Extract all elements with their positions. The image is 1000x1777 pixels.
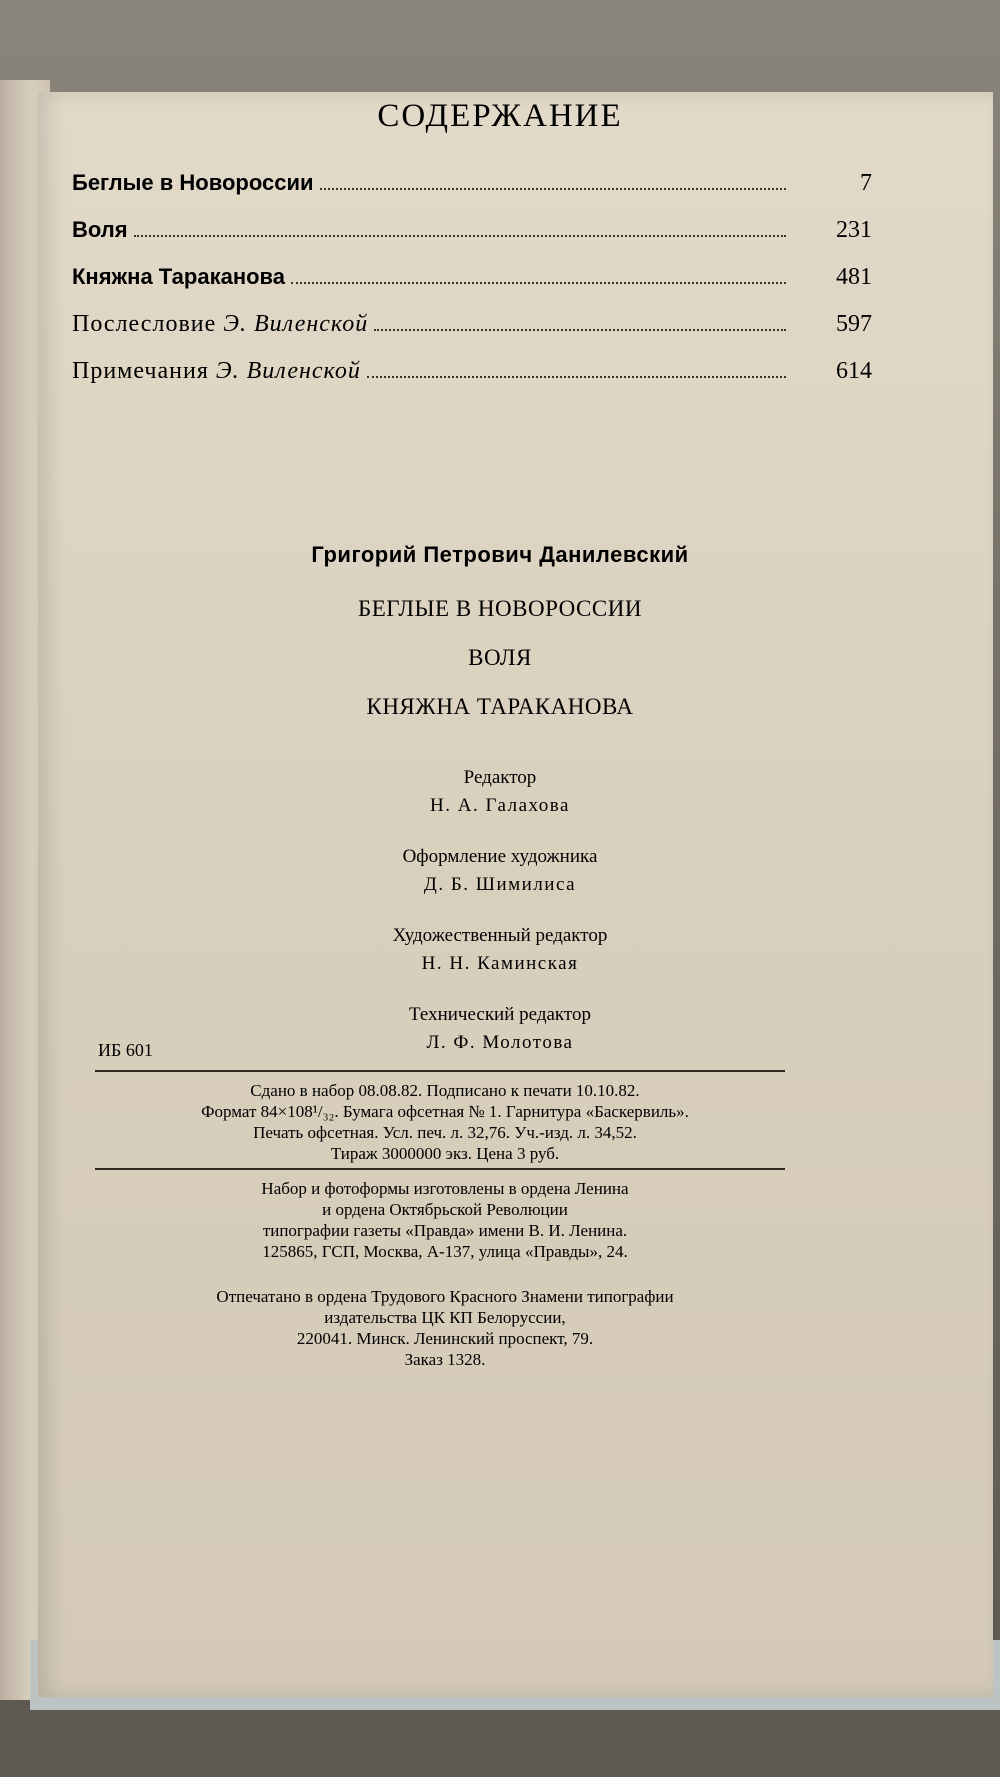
credit-name: Н. Н. Каминская bbox=[421, 953, 579, 974]
author-name: Григорий Петрович Данилевский bbox=[311, 542, 689, 567]
typesetting-info-block bbox=[95, 1178, 795, 1262]
typesetting-info-line: и ордена Октябрьской Революции bbox=[322, 1200, 568, 1219]
toc-entry bbox=[72, 358, 872, 405]
print-info-line: Тираж 3000000 экз. Цена 3 руб. bbox=[330, 1144, 560, 1163]
leader-dots bbox=[367, 376, 786, 378]
typesetting-info-line: типографии газеты «Правда» имени В. И. Ленина. bbox=[262, 1221, 628, 1240]
toc-entry bbox=[72, 170, 872, 217]
table-of-contents bbox=[72, 170, 872, 405]
toc-entry bbox=[72, 264, 872, 311]
toc-entry-title: Княжна Тараканова bbox=[72, 264, 286, 289]
credit-name: Л. Ф. Молотова bbox=[426, 1032, 574, 1053]
printer-info-line: Отпечатано в ордена Трудового Красного Знамени типографии bbox=[216, 1287, 674, 1306]
printer-info-block bbox=[95, 1286, 795, 1370]
toc-entry-title bbox=[72, 358, 361, 385]
toc-entry-title: Воля bbox=[72, 217, 128, 242]
leader-dots bbox=[134, 235, 786, 237]
toc-entry-title-author: Э. Виленской bbox=[215, 358, 361, 384]
work-title: ВОЛЯ bbox=[468, 645, 532, 670]
ib-number: ИБ 601 bbox=[98, 1040, 153, 1060]
printer-info-line: издательства ЦК КП Белоруссии, bbox=[324, 1308, 566, 1327]
toc-entry-title: Беглые в Новороссии bbox=[72, 170, 314, 195]
leader-dots bbox=[291, 282, 786, 284]
credit-role: Оформление художника bbox=[402, 846, 598, 867]
toc-entry bbox=[72, 217, 872, 264]
credit-role: Редактор bbox=[463, 767, 537, 788]
print-info-line: Сдано в набор 08.08.82. Подписано к печати 10.10.82. bbox=[250, 1081, 640, 1100]
divider bbox=[95, 1168, 785, 1170]
toc-entry-title-prefix: Примечания bbox=[72, 358, 216, 384]
work-title: КНЯЖНА ТАРАКАНОВА bbox=[366, 694, 634, 719]
toc-entry-page: 7 bbox=[860, 170, 872, 196]
toc-entry-page: 231 bbox=[836, 217, 872, 243]
printer-info-line: 220041. Минск. Ленинский проспект, 79. bbox=[296, 1329, 594, 1348]
credit-role: Художественный редактор bbox=[392, 925, 608, 946]
toc-entry-title bbox=[72, 311, 368, 338]
credit-name: Д. Б. Шимилиса bbox=[423, 874, 577, 895]
toc-entry bbox=[72, 311, 872, 358]
print-info-block bbox=[95, 1080, 795, 1164]
toc-entry-title-prefix: Послесловие bbox=[72, 311, 224, 337]
print-info-line: Печать офсетная. Усл. печ. л. 32,76. Уч.-изд. л. 34,52. bbox=[253, 1123, 637, 1142]
credit-name: Н. А. Галахова bbox=[430, 795, 570, 816]
credit-block bbox=[0, 922, 1000, 978]
typesetting-info-line: Набор и фотоформы изготовлены в ордена Ленина bbox=[261, 1179, 629, 1198]
toc-entry-title-author: Э. Виленской bbox=[223, 311, 369, 337]
contents-heading: СОДЕРЖАНИЕ bbox=[377, 98, 623, 134]
toc-entry-page: 481 bbox=[836, 264, 872, 290]
printer-info-line: Заказ 1328. bbox=[404, 1350, 486, 1369]
divider bbox=[95, 1070, 785, 1072]
print-info-line: Формат 84×108¹/₃₂. Бумага офсетная № 1. Гарнитура «Баскервиль». bbox=[201, 1102, 689, 1121]
toc-entry-page: 597 bbox=[836, 311, 872, 337]
leader-dots bbox=[374, 329, 786, 331]
credit-role: Технический редактор bbox=[409, 1004, 591, 1025]
credit-block bbox=[0, 764, 1000, 820]
toc-entry-page: 614 bbox=[836, 358, 872, 384]
typesetting-info-line: 125865, ГСП, Москва, А-137, улица «Правды», 24. bbox=[262, 1242, 628, 1261]
credit-block bbox=[0, 843, 1000, 899]
leader-dots bbox=[320, 188, 786, 190]
work-title: БЕГЛЫЕ В НОВОРОССИИ bbox=[358, 596, 642, 621]
